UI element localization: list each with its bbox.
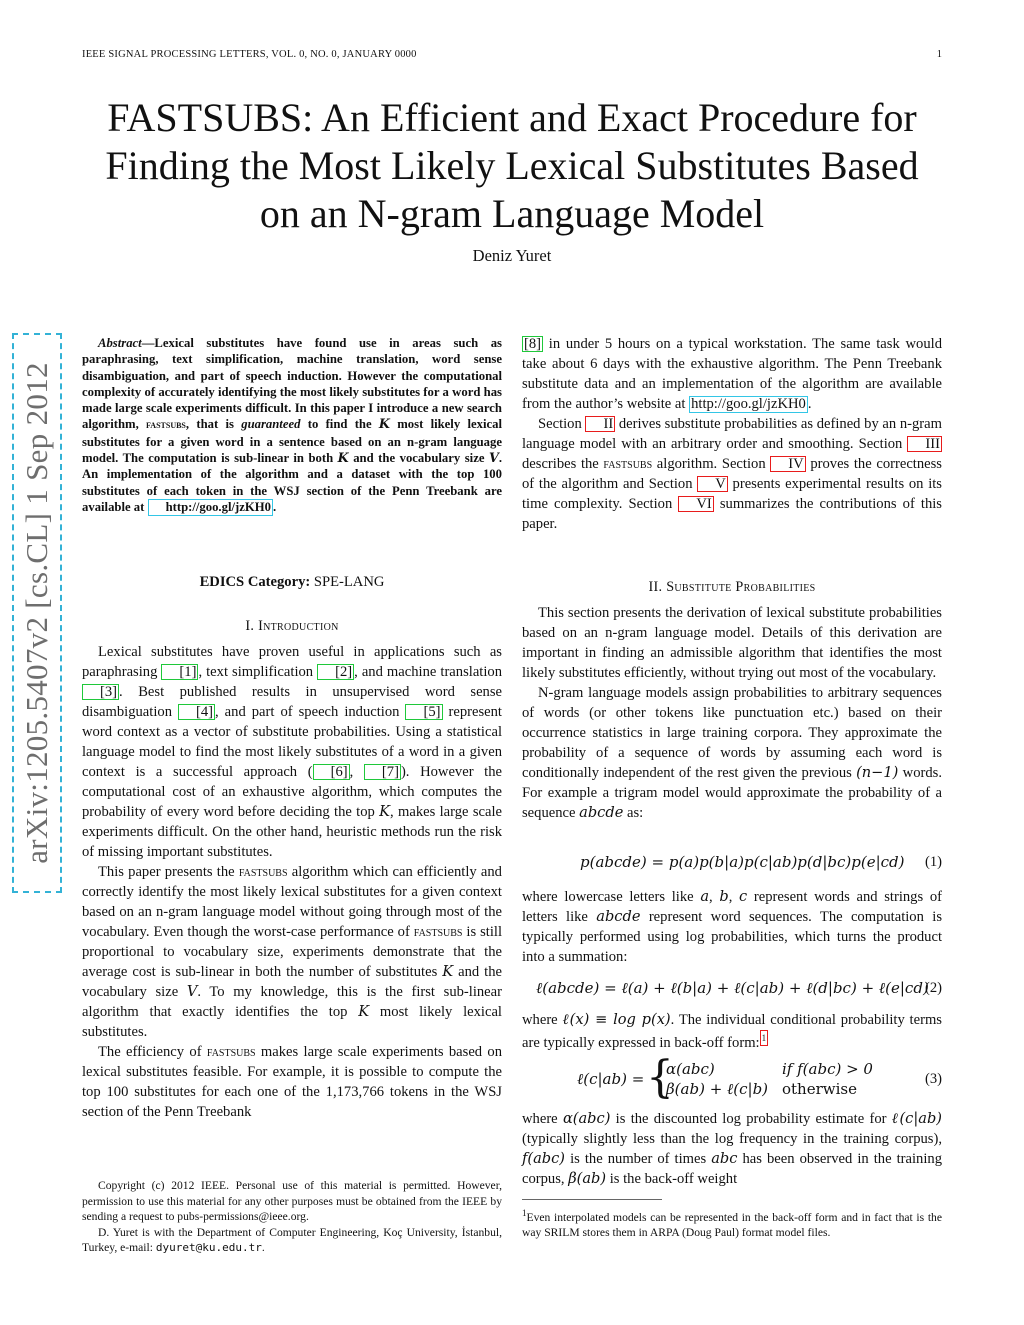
abstract-text: most likely lexical substitutes for a given word in a sentence based on an n-gram language model. The computation is sub-linear in both <box>82 417 502 466</box>
abstract-text: , that is <box>185 417 242 432</box>
algo-name: fastsubs <box>603 456 653 472</box>
math-var: V <box>488 450 499 466</box>
section2-body-top <box>522 603 942 823</box>
citation-link[interactable]: [7] <box>364 764 401 780</box>
author: Deniz Yuret <box>472 246 552 265</box>
math-var: K <box>337 450 349 466</box>
abstract-text: . <box>272 499 277 514</box>
abstract-dash: — <box>141 336 155 350</box>
equation-3-lhs: ℓ(c|ab) = <box>577 1070 645 1088</box>
author-email[interactable]: dyuret@ku.edu.tr <box>155 1241 262 1255</box>
left-column-body <box>82 642 502 1122</box>
algo-name: fastsubs <box>238 864 288 880</box>
page-number: 1 <box>936 49 942 60</box>
section-numeral: II. <box>648 579 663 595</box>
section2-body-backoff <box>522 1010 942 1053</box>
footnote-link[interactable]: 1 <box>760 1030 769 1046</box>
equation-3-case-2: β(ab) + ℓ(c|b) <box>666 1080 769 1098</box>
section-initial: I <box>258 618 264 634</box>
section-ref-link[interactable]: IV <box>770 456 805 472</box>
equation-1-number: (1) <box>924 854 942 870</box>
running-head: IEEE SIGNAL PROCESSING LETTERS, VOL. 0, NO. 0, JANUARY 0000 <box>82 49 417 60</box>
edics-value: SPE-LANG <box>313 574 385 590</box>
abstract <box>82 335 502 516</box>
section2-paragraph-1: This section presents the derivation of lexical substitute probabilities based on an n-gram language model. Details of this derivation are important in finding an admissible algorithm that identifies the most likely substitutes efficiently, without trying out most of the vocabulary. <box>522 605 942 681</box>
math-var: V <box>186 983 198 1000</box>
citation-link[interactable]: [6] <box>313 764 350 780</box>
section-ref-link[interactable]: V <box>697 476 728 492</box>
right-column-intro <box>522 334 942 534</box>
math-var: K <box>442 963 454 980</box>
equation-3-condition-1: if f(abc) > 0 <box>782 1060 873 1078</box>
intro-continuation: [8] in under 5 hours on a typical workstation. The same task would take about 6 days with the exhaustive algorithm. The Penn Treebank substitute data and an implementation of the algorithm are available from the author’s website at http://goo.gl/jzKH0 . <box>522 336 942 412</box>
abstract-label: Abstract <box>98 336 142 350</box>
section2-paragraph-5: where α(abc) is the discounted log probability estimate for ℓ(c|ab) (typically slightly less than the log frequency in the training corpus), f(abc) is the number of times abc has been observed in the training corpus, β(ab) is the back-off weight <box>522 1110 942 1187</box>
data-url-link[interactable]: http://goo.gl/jzKH0 <box>691 396 806 412</box>
section-initial: S <box>666 579 675 595</box>
footnote-mark: 1 <box>522 1208 527 1218</box>
copyright-notice <box>82 1178 502 1256</box>
equation-2: ℓ(abcde) = ℓ(a) + ℓ(b|a) + ℓ(c|ab) + ℓ(d|bc) + ℓ(e|cd) <box>536 979 929 997</box>
arxiv-stamp-text: arXiv:1205.5407v2 [cs.CL] 1 Sep 2012 <box>19 362 54 864</box>
intro-paragraph-1: Lexical substitutes have proven useful in applications such as paraphrasing [1] , text simplification [2] , and machine translation [3] . Best published results in unsupervised word sense disambiguation [4] , and part of speech induction [5] represent word context as a vector of substitute probabilities. Using a statistical language model to find the most likely substitutes of a word in a given context is a successful approach ( [6] , [7] ). However the computational cost of an exhaustive algorithm, which computes the probability of every word before deciding the top K, makes large scale experiments difficult. On the other hand, heuristic methods run the risk of missing important substitutes. <box>82 644 503 860</box>
citation-link[interactable]: [1] <box>161 664 198 680</box>
section2-body-mid <box>522 887 942 967</box>
abstract-text: and the vocabulary size <box>348 451 489 466</box>
intro-paragraph-3: The efficiency of fastsubs makes large scale experiments based on lexical substitutes feasible. For example, it is possible to compute the top 100 substitutes for each one of the 1,173,766 tokens in the WSJ section of the Penn Treebank <box>82 1044 503 1120</box>
section-heading-substitute-probabilities <box>522 579 942 596</box>
abstract-emph: guaranteed <box>241 417 301 432</box>
footnote-text: Even interpolated models can be represented in the back-off form and in fact that is the way SRILM stores them in ARPA (Doug Paul) format model files. <box>522 1210 942 1240</box>
abstract-text: Lexical substitutes have found use in areas such as paraphrasing, text simplification, machine translation, word sense disambiguation, and part of speech induction. However the computational complexity of accurately identifying the most likely substitutes for a word has made large scale experiments difficult. In this paper I introduce a new search algorithm, <box>82 336 502 432</box>
section2-body-bottom <box>522 1109 942 1189</box>
section-initial: P <box>735 579 744 595</box>
section2-paragraph-3: where lowercase letters like a, b, c represent words and strings of letters like abcde represent word sequences. The computation is typically performed using log probabilities, which turns the product into a summation: <box>522 888 942 965</box>
algo-name: fastsubs <box>146 418 186 432</box>
title-line-2: Finding the Most Likely Lexical Substitutes Based <box>105 143 919 188</box>
section-ref-link[interactable]: III <box>907 436 942 452</box>
section-ref-link[interactable]: II <box>585 416 615 432</box>
math-expr: (n−1) <box>856 764 899 781</box>
section2-paragraph-4: where ℓ(x) ≡ log p(x). The individual conditional probability terms are typically expressed in back-off form: $^1$ <box>522 1011 942 1051</box>
intro-paragraph-2: This paper presents the fastsubs algorithm which can efficiently and correctly identify the most likely lexical substitutes for a given context based on an n-gram language model without going through most of the vocabulary. Even though the worst-case performance of fastsubs is still proportional to vocabulary size, experiments demonstrate that the average cost is sub-linear in both the number of substitutes K and the vocabulary size V. To my knowledge, this is the first sub-linear algorithm that exactly identifies the top K most likely lexical substitutes. <box>82 864 502 1040</box>
arxiv-stamp[interactable] <box>12 333 62 893</box>
title-line-3: on an N-gram Language Model <box>259 191 765 236</box>
footnote <box>522 1206 942 1241</box>
math-var: K <box>378 416 390 432</box>
algo-name: fastsubs <box>413 924 463 940</box>
section-rest: ntroduction <box>263 618 339 634</box>
section-ref-link[interactable]: VI <box>678 496 713 512</box>
abstract-text: . An implementation of the algorithm and a dataset with the top 100 substitutes of each token in the WSJ section of the Penn Treebank are available at <box>82 451 503 514</box>
equation-3-case-1: α(abc) <box>666 1060 715 1078</box>
affiliation-line: D. Yuret is with the Department of Computer Engineering, Koç University, İstanbul, Turkey, e-mail: dyuret@ku.edu.tr. <box>82 1225 502 1255</box>
citation-link[interactable]: [5] <box>405 704 442 720</box>
copyright-line: Copyright (c) 2012 IEEE. Personal use of this material is permitted. However, permission to use this material for any other purposes must be obtained from the IEEE by sending a request to pubs-permissions@ieee.org. <box>82 1179 502 1224</box>
citation-link[interactable]: [3] <box>82 684 119 700</box>
citation-link[interactable]: [4] <box>178 704 215 720</box>
abstract-url-link[interactable]: http://goo.gl/jzKH0 <box>148 499 273 516</box>
section2-paragraph-2: N-gram language models assign probabilities to arbitrary sequences of words (or other tokens like punctuation etc.) based on their occurrence statistics in large training corpora. They approximate the probability of a sequence of words by assuming each word is conditionally independent of the rest given the previous (n−1) words. For example a trigram model would approximate the probability of a sequence abcde as: <box>522 685 942 821</box>
math-var: abcde <box>579 804 624 821</box>
title-line-1: FASTSUBS: An Efficient and Exact Procedure for <box>107 95 917 140</box>
section-rest: ubstitute <box>674 579 736 595</box>
citation-link[interactable]: [8] <box>524 336 542 352</box>
paper-outline-paragraph: Section II derives substitute probabilities as defined by an n-gram language model with an arbitrary order and smoothing. Section III describes the fastsubs algorithm. Section IV proves the correctness of the algorithm and Section V presents experimental results on its time complexity. Section VI summarizes the contributions of this paper. <box>522 416 942 532</box>
section-heading-introduction <box>82 618 502 635</box>
edics-label: EDICS Category: <box>199 574 311 590</box>
math-var: K <box>358 1003 370 1020</box>
math-expr: ℓ(x) ≡ log p(x) <box>562 1011 671 1028</box>
citation-link[interactable]: [2] <box>317 664 354 680</box>
footnote-rule <box>522 1199 662 1200</box>
equation-1: p(abcde) = p(a)p(b|a)p(c|ab)p(d|bc)p(e|cd) <box>580 853 905 871</box>
section-numeral: I. <box>245 618 255 634</box>
equation-3-condition-2: otherwise <box>782 1080 857 1098</box>
equation-2-number: (2) <box>924 980 942 996</box>
section-rest: robabilities <box>743 579 816 595</box>
algo-name: fastsubs <box>206 1044 256 1060</box>
equation-3-number: (3) <box>924 1071 942 1087</box>
edics-category <box>82 574 502 591</box>
equation-3-brace: { <box>646 1052 674 1103</box>
abstract-text: to find the <box>300 417 379 432</box>
paper-title <box>60 94 964 238</box>
math-var: K <box>379 803 391 820</box>
